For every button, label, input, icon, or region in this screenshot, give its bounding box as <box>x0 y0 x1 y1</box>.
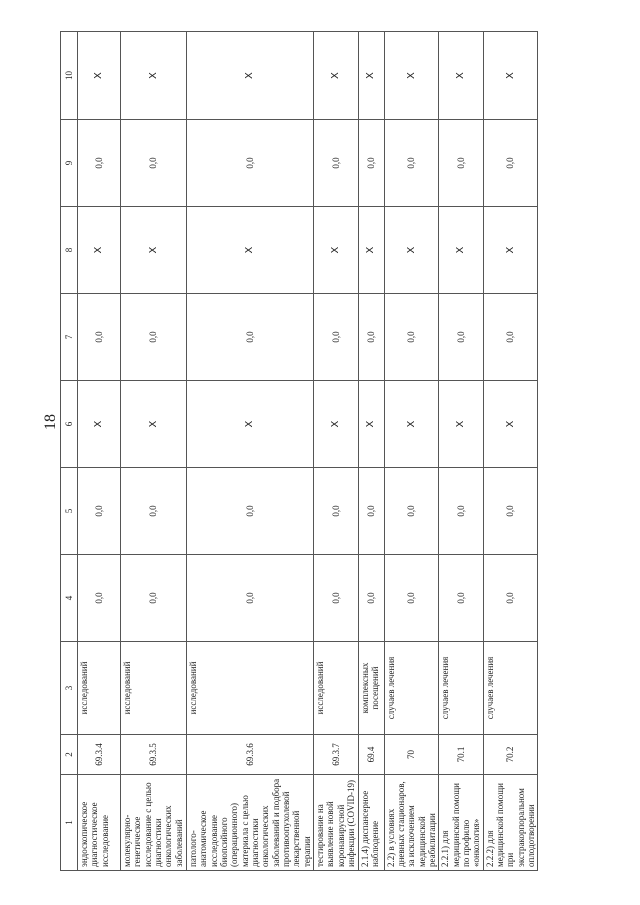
cell-value: X <box>78 207 121 294</box>
cell-value: 0,0 <box>314 468 358 555</box>
cell-value: 0,0 <box>78 468 121 555</box>
cell-value: 0,0 <box>314 120 358 207</box>
row-name: тестирование на выявление новой коронавирусной инфекции (COVID-19) <box>314 775 358 871</box>
row-unit: исследований <box>78 642 121 735</box>
row-unit: случаев лечения <box>483 642 538 735</box>
header-row <box>61 32 78 871</box>
row-name: 2.2) в условиях дневных стационаров, за исключением медицинской реабилитации <box>384 775 439 871</box>
cell-value: 0,0 <box>78 120 121 207</box>
cell-value: X <box>384 207 439 294</box>
row-code: 69.3.5 <box>121 735 187 775</box>
cell-value: 0,0 <box>483 555 538 642</box>
cell-value: X <box>121 381 187 468</box>
row-code: 69.3.7 <box>314 735 358 775</box>
cell-value: 0,0 <box>314 294 358 381</box>
column-header: 2 <box>61 735 78 775</box>
column-header: 7 <box>61 294 78 381</box>
table-row <box>314 32 358 871</box>
cell-value: X <box>439 381 483 468</box>
column-header: 1 <box>61 775 78 871</box>
rotated-table-container <box>60 32 536 871</box>
column-header: 3 <box>61 642 78 735</box>
cell-value: X <box>121 32 187 120</box>
cell-value: 0,0 <box>358 120 384 207</box>
cell-value: 0,0 <box>483 294 538 381</box>
column-header: 5 <box>61 468 78 555</box>
cell-value: 0,0 <box>187 120 314 207</box>
page-number: 18 <box>42 414 59 430</box>
cell-value: X <box>384 381 439 468</box>
table-row <box>121 32 187 871</box>
cell-value: 0,0 <box>78 555 121 642</box>
cell-value: X <box>483 381 538 468</box>
cell-value: 0,0 <box>384 120 439 207</box>
cell-value: 0,0 <box>483 120 538 207</box>
cell-value: X <box>78 32 121 120</box>
cell-value: 0,0 <box>358 555 384 642</box>
cell-value: X <box>358 381 384 468</box>
cell-value: 0,0 <box>121 468 187 555</box>
row-code: 70 <box>384 735 439 775</box>
cell-value: X <box>187 207 314 294</box>
cell-value: X <box>358 32 384 120</box>
cell-value: X <box>358 207 384 294</box>
cell-value: X <box>314 207 358 294</box>
cell-value: 0,0 <box>78 294 121 381</box>
column-header: 4 <box>61 555 78 642</box>
row-unit: случаев лечения <box>439 642 483 735</box>
table-row <box>483 32 538 871</box>
cell-value: X <box>78 381 121 468</box>
row-code: 69.4 <box>358 735 384 775</box>
column-header: 6 <box>61 381 78 468</box>
row-name: молекулярно-генетическое исследование с целью диагностики онкологических заболеваний <box>121 775 187 871</box>
cell-value: X <box>314 381 358 468</box>
row-name: патолого-анатомическое исследование биопсийного (операционного) материала с целью диагностики онкологических заболеваний и подбора противоопухолевой лекарственной терапии <box>187 775 314 871</box>
cell-value: 0,0 <box>384 555 439 642</box>
cell-value: 0,0 <box>121 120 187 207</box>
cell-value: X <box>439 32 483 120</box>
row-name: 2.2.1) для медицинской помощи по профилю «онкология» <box>439 775 483 871</box>
row-unit: исследований <box>121 642 187 735</box>
row-unit: исследований <box>314 642 358 735</box>
row-name: 2.2.2) для медицинской помощи при экстракорпоральном оплодотворении <box>483 775 538 871</box>
row-code: 70.2 <box>483 735 538 775</box>
cell-value: 0,0 <box>187 294 314 381</box>
cell-value: 0,0 <box>187 555 314 642</box>
cell-value: X <box>187 32 314 120</box>
cell-value: 0,0 <box>358 468 384 555</box>
cell-value: X <box>439 207 483 294</box>
cell-value: 0,0 <box>121 555 187 642</box>
cell-value: X <box>121 207 187 294</box>
cell-value: X <box>384 32 439 120</box>
column-header: 9 <box>61 120 78 207</box>
cell-value: X <box>187 381 314 468</box>
cell-value: 0,0 <box>483 468 538 555</box>
cell-value: 0,0 <box>384 468 439 555</box>
table-row <box>384 32 439 871</box>
cell-value: X <box>314 32 358 120</box>
cell-value: 0,0 <box>187 468 314 555</box>
table-area <box>60 32 585 871</box>
cell-value: 0,0 <box>314 555 358 642</box>
cell-value: 0,0 <box>384 294 439 381</box>
cell-value: 0,0 <box>439 555 483 642</box>
cell-value: 0,0 <box>358 294 384 381</box>
cell-value: 0,0 <box>439 468 483 555</box>
table-row <box>358 32 384 871</box>
column-header: 8 <box>61 207 78 294</box>
row-unit: случаев лечения <box>384 642 439 735</box>
cell-value: X <box>483 32 538 120</box>
cell-value: X <box>483 207 538 294</box>
cell-value: 0,0 <box>121 294 187 381</box>
row-code: 69.3.4 <box>78 735 121 775</box>
column-header: 10 <box>61 32 78 120</box>
table-row <box>187 32 314 871</box>
row-name: эндоскопическое диагностическое исследование <box>78 775 121 871</box>
row-code: 70.1 <box>439 735 483 775</box>
table-row <box>78 32 121 871</box>
cell-value: 0,0 <box>439 120 483 207</box>
row-code: 69.3.6 <box>187 735 314 775</box>
row-unit: комплексных посещений <box>358 642 384 735</box>
data-table <box>60 31 538 871</box>
row-name: 2.1.4) диспансерное наблюдение <box>358 775 384 871</box>
row-unit: исследований <box>187 642 314 735</box>
cell-value: 0,0 <box>439 294 483 381</box>
table-row <box>439 32 483 871</box>
